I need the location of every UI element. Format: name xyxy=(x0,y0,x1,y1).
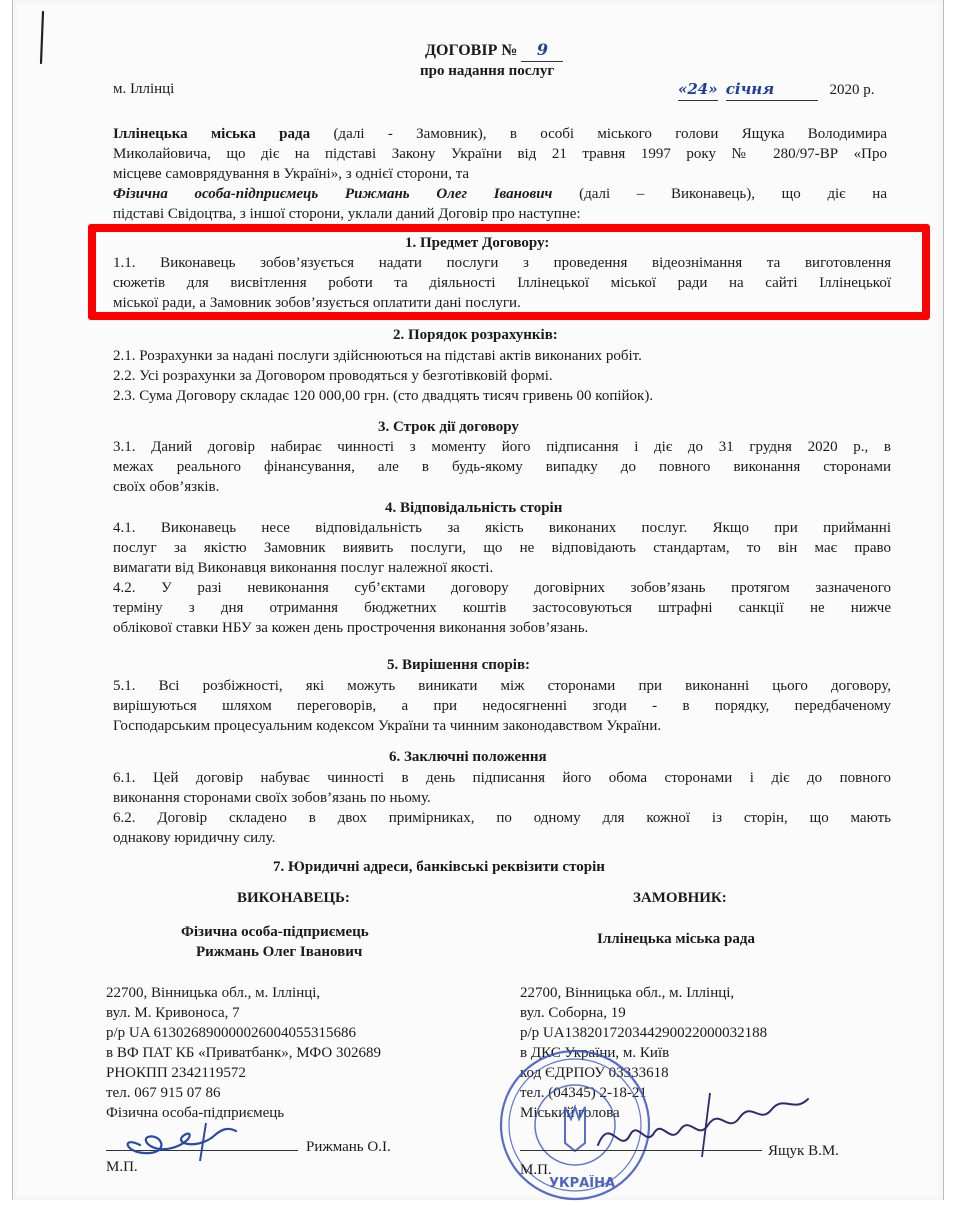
section-4-line: терміну з дня отримання бюджетних коштів застосовуються штрафні санкції не нижче xyxy=(113,600,891,616)
executor-label: ВИКОНАВЕЦЬ: xyxy=(237,890,350,906)
section-5-line: вирішуються шляхом переговорів, а при недосягненні згоди - в порядку, передбаченому xyxy=(113,698,891,714)
section-5-heading: 5. Вирішення спорів: xyxy=(387,657,531,673)
section-3-line: межах реального фінансування, але в будь-якому випадку до повного виконання сторонами xyxy=(113,459,891,475)
section-4-heading: 4. Відповідальність сторін xyxy=(385,500,563,516)
customer-label: ЗАМОВНИК: xyxy=(633,890,727,906)
preamble-text-2: (далі – Виконавець), що діє на xyxy=(552,186,887,202)
executor-party-name: Фізична особа-підприємець Рижмань Олег Іванович xyxy=(113,186,553,202)
city: м. Іллінці xyxy=(113,81,175,97)
preamble-line-2: Миколайовича, що діє на підставі Закону України від 21 травня 1997 року № 280/97-ВР «Про xyxy=(113,146,887,162)
customer-party-name: Іллінецька міська рада xyxy=(113,126,311,142)
preamble-text-1: (далі - Замовник), в особі міського голови Ящука Володимира xyxy=(310,126,887,142)
section-4-line: 4.1. Виконавець несе відповідальність за якість виконаних послуг. Якщо при прийманні xyxy=(113,520,891,536)
section-2-line: 2.1. Розрахунки за надані послуги здійснюються на підставі актів виконаних робіт. xyxy=(113,348,642,364)
date-year: 2020 р. xyxy=(829,82,875,98)
executor-detail: Фізична особа-підприємець xyxy=(106,1105,285,1121)
executor-detail: РНОКПП 2342119572 xyxy=(106,1065,246,1081)
customer-detail: Міський голова xyxy=(520,1105,620,1121)
section-2-line: 2.2. Усі розрахунки за Договором проводяться у безготівковій формі. xyxy=(113,368,553,384)
contract-number-hand: 9 xyxy=(536,40,548,59)
preamble-line-4 xyxy=(113,184,887,204)
document-subtitle: про надання послуг xyxy=(420,63,555,79)
title-text: ДОГОВІР № xyxy=(425,42,518,59)
section-2-heading: 2. Порядок розрахунків: xyxy=(393,327,558,343)
contract-date xyxy=(678,79,875,101)
executor-detail: тел. 067 915 07 86 xyxy=(106,1085,221,1101)
section-6-line: однакову юридичну силу. xyxy=(113,830,276,846)
section-1-line: 1.1. Виконавець зобов’язується надати послуги з проведення відеознімання та виготовлення xyxy=(113,255,891,271)
customer-name: Іллінецька міська рада xyxy=(597,931,755,947)
executor-detail: вул. М. Кривоноса, 7 xyxy=(106,1005,240,1021)
section-3-heading: 3. Строк дії договору xyxy=(378,419,519,435)
section-4-line: вимагати від Виконавця виконання послуг належної якості. xyxy=(113,560,494,576)
section-7-heading: 7. Юридичні адреси, банківські реквізити сторін xyxy=(273,859,605,875)
section-4-line: послуг за якістю Замовник виявить послуги, що не відповідають стандартам, то він має право xyxy=(113,540,891,556)
seal-text: УКРАЇНА xyxy=(549,1176,616,1191)
customer-detail: вул. Соборна, 19 xyxy=(520,1005,626,1021)
section-3-line: своїх обов’язків. xyxy=(113,479,220,495)
customer-detail: 22700, Вінницька обл., м. Іллінці, xyxy=(520,985,735,1001)
section-1-line: сюжетів для висвітлення роботи та діяльності Іллінецької міської ради на сайті Іллінецької xyxy=(113,275,891,291)
date-month-hand: січня xyxy=(725,80,775,98)
section-1-heading: 1. Предмет Договору: xyxy=(405,235,550,251)
executor-detail: 22700, Вінницька обл., м. Іллінці, xyxy=(106,985,321,1001)
customer-sign-name: Ящук В.М. xyxy=(768,1143,839,1159)
red-highlight-box xyxy=(88,224,930,320)
section-6-line: виконання сторонами своїх зобов’язань по ньому. xyxy=(113,790,431,806)
section-6-heading: 6. Заключні положення xyxy=(389,749,547,765)
section-5-line: Господарським процесуальним кодексом України та чинним законодавством України. xyxy=(113,718,662,734)
executor-detail: р/р UA 613026890000026004055315686 xyxy=(106,1025,357,1041)
preamble-line-5: підставі Свідоцтва, з іншої сторони, уклали даний Договір про наступне: xyxy=(113,206,581,222)
customer-detail: в ДКС України, м. Київ xyxy=(520,1045,670,1061)
customer-detail: код ЄДРПОУ 03333618 xyxy=(520,1065,669,1081)
executor-detail: в ВФ ПАТ КБ «Приватбанк», МФО 302689 xyxy=(106,1045,381,1061)
preamble-line-1 xyxy=(113,124,887,144)
executor-stamp-place: М.П. xyxy=(106,1159,138,1175)
section-5-line: 5.1. Всі розбіжності, які можуть виникати між сторонами при виконанні цього договору, xyxy=(113,678,891,694)
executor-name-line-1: Фізична особа-підприємець xyxy=(181,924,369,940)
customer-detail: р/р UA138201720344290022000032188 xyxy=(520,1025,768,1041)
section-4-line: облікової ставки НБУ за кожен день прострочення виконання зобов’язань. xyxy=(113,620,589,636)
section-6-line: 6.2. Договір складено в двох примірниках, по одному для кожної із сторін, що мають xyxy=(113,810,891,826)
section-2-line: 2.3. Сума Договору складає 120 000,00 грн. (сто двадцять тисяч гривень 00 копійок). xyxy=(113,388,654,404)
preamble-line-3: місцеве самоврядування в Україні», з однієї сторони, та xyxy=(113,166,470,182)
customer-detail: тел. (04345) 2-18-21 xyxy=(520,1085,647,1101)
margin-mark-icon xyxy=(36,10,48,65)
section-4-line: 4.2. У разі невиконання суб’єктами договору договірних зобов’язань протягом зазначеного xyxy=(113,580,891,596)
executor-name-line-2: Рижмань Олег Іванович xyxy=(196,944,363,960)
executor-sign-name: Рижмань О.І. xyxy=(306,1139,391,1155)
section-3-line: 3.1. Даний договір набирає чинності з моменту його підписання і діє до 31 грудня 2020 р., в xyxy=(113,439,891,455)
date-day-hand: «24» xyxy=(678,80,718,98)
document-title xyxy=(425,40,563,62)
contract-number xyxy=(521,40,563,62)
section-1-line: міської ради, а Замовник зобов’язується оплатити дані послуги. xyxy=(113,295,521,311)
section-6-line: 6.1. Цей договір набуває чинності в день підписання його обома сторонами і діє до повного xyxy=(113,770,891,786)
customer-stamp-place: М.П. xyxy=(520,1162,552,1178)
